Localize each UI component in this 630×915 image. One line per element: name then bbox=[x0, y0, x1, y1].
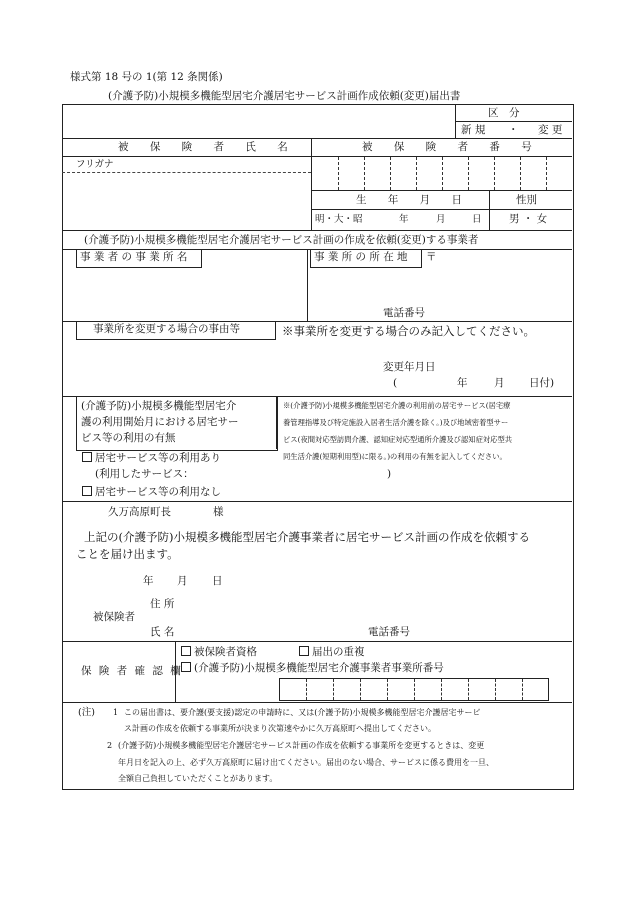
note1-line1: この届出書は、要介護(要支援)認定の申請時に、又は(介護予防)小規模多機能型居宅介護居宅サービ bbox=[124, 708, 481, 717]
insured-number-field[interactable] bbox=[312, 157, 571, 190]
note2-number: 2 bbox=[107, 741, 113, 750]
change-note: ※事業所を変更する場合のみ記入してください。 bbox=[282, 324, 535, 338]
category-label: 区 分 bbox=[488, 107, 520, 119]
service-question-line3: ビス等の利用の有無 bbox=[81, 432, 176, 444]
declaration-line2: ことを届け出ます。 bbox=[76, 547, 179, 561]
check-office-number[interactable]: (介護予防)小規模多機能型居宅介護事業者事業所番号 bbox=[181, 662, 444, 674]
note2-line1: (介護予防)小規模多機能型居宅介護居宅サービス計画の作成を依頼する事業所を変更するときは、変更 bbox=[118, 741, 485, 750]
service-question-line2: 護の利用開始月における居宅サー bbox=[81, 416, 239, 428]
used-services-close: ) bbox=[387, 468, 392, 480]
declaration-month: 月 bbox=[177, 575, 188, 587]
gender-header: 性別 bbox=[516, 194, 537, 206]
check-duplicate[interactable]: 届出の重複 bbox=[299, 646, 365, 658]
office-section-header: (介護予防)小規模多機能型居宅介護居宅サービス計画の作成を依頼(変更)する事業者 bbox=[84, 234, 479, 246]
honorific: 様 bbox=[213, 506, 224, 518]
note2-line2: 年月日を記入の上、必ず久万高原町に届け出てください。届出のない場合、サービスに係る費用を一旦、 bbox=[118, 758, 494, 767]
birth-month: 月 bbox=[436, 214, 446, 225]
used-services-label: (利用したサービス： bbox=[95, 468, 194, 480]
confirmation-label: 保 険 者 確 認 欄 bbox=[81, 665, 183, 677]
declaration-year: 年 bbox=[143, 575, 154, 587]
form-number: 様式第 18 号の 1(第 12 条関係) bbox=[70, 71, 223, 83]
office-number-field[interactable] bbox=[279, 678, 549, 701]
change-date-year: 年 bbox=[457, 377, 468, 389]
furigana-label: フリガナ bbox=[76, 159, 114, 170]
note2-line3: 全額自己負担していただくことがあります。 bbox=[118, 774, 278, 783]
declaration-address-label: 住 所 bbox=[150, 598, 175, 610]
birth-header: 生 年 月 日 bbox=[356, 194, 472, 206]
option-no[interactable]: 居宅サービス等の利用なし bbox=[82, 486, 221, 498]
change-date-day: 日付) bbox=[529, 377, 555, 389]
option-yes[interactable]: 居宅サービス等の利用あり bbox=[82, 452, 221, 464]
change-date-month: 月 bbox=[494, 377, 505, 389]
era-options[interactable]: 明・大・昭 bbox=[315, 214, 363, 225]
change-reason-label: 事業所を変更する場合の事由等 bbox=[93, 323, 240, 335]
birth-day: 日 bbox=[472, 214, 482, 225]
checkbox-icon[interactable] bbox=[181, 662, 191, 672]
category-dot: ・ bbox=[508, 124, 519, 136]
declaration-name-label: 氏 名 bbox=[150, 626, 175, 638]
postal-mark: 〒 bbox=[426, 251, 437, 263]
service-note-line2: 養管理指導及び特定施設入居者生活介護を除く。)及び地域密着型サー bbox=[283, 418, 509, 427]
service-note-line4: 同生活介護(短期利用型)に限る。)の利用の有無を記入してください。 bbox=[283, 452, 507, 461]
category-new[interactable]: 新 規 bbox=[461, 124, 486, 136]
gender-options[interactable]: 男 ・ 女 bbox=[509, 213, 548, 225]
office-phone-label: 電話番号 bbox=[383, 307, 425, 319]
service-question-line1: (介護予防)小規模多機能型居宅介 bbox=[81, 400, 237, 412]
office-address-label: 事 業 所 の 所 在 地 bbox=[314, 251, 408, 263]
checkbox-icon[interactable] bbox=[299, 646, 309, 656]
used-services-field[interactable] bbox=[218, 466, 383, 482]
note1-line2: ス計画の作成を依頼する事業所が決まり次第速やかに久万高原町へ提出してください。 bbox=[124, 724, 436, 733]
check-insured-qualification[interactable]: 被保険者資格 bbox=[181, 646, 257, 658]
declaration-phone-label: 電話番号 bbox=[368, 626, 410, 638]
office-name-label: 事 業 者 の 事 業 所 名 bbox=[80, 251, 188, 263]
declaration-day: 日 bbox=[212, 575, 223, 587]
checkbox-icon[interactable] bbox=[82, 486, 92, 496]
addressee: 久万高原町長 bbox=[108, 506, 171, 518]
office-address-field[interactable] bbox=[309, 268, 571, 304]
form-title: (介護予防)小規模多機能型居宅介護居宅サービス計画作成依頼(変更)届出書 bbox=[108, 90, 461, 102]
insured-name-header: 被 保 険 者 氏 名 bbox=[118, 141, 297, 153]
insured-name-field[interactable] bbox=[63, 173, 310, 229]
birth-year: 年 bbox=[399, 214, 409, 225]
service-note-line3: ビス(夜間対応型訪問介護、認知症対応型通所介護及び認知症対応型共 bbox=[283, 435, 513, 444]
office-name-field[interactable] bbox=[63, 268, 305, 320]
declaration-name-field[interactable] bbox=[195, 620, 355, 640]
declaration-address-field[interactable] bbox=[195, 594, 565, 614]
note1-number: 1 bbox=[113, 708, 119, 717]
service-note-line1: ※(介護予防)小規模多機能型居宅介護の利用前の居宅サービス(居宅療 bbox=[283, 401, 511, 410]
change-date-open-paren: ( bbox=[393, 377, 398, 389]
change-date-label: 変更年月日 bbox=[383, 361, 436, 373]
checkbox-icon[interactable] bbox=[181, 646, 191, 656]
insured-number-header: 被 保 険 者 番 号 bbox=[362, 141, 541, 153]
declaration-line1: 上記の(介護予防)小規模多機能型居宅介護事業者に居宅サービス計画の作成を依頼する bbox=[84, 530, 530, 544]
declaration-insured-label: 被保険者 bbox=[93, 611, 135, 623]
notes-prefix: (注) bbox=[78, 707, 95, 718]
checkbox-icon[interactable] bbox=[82, 452, 92, 462]
category-change[interactable]: 変 更 bbox=[538, 124, 563, 136]
